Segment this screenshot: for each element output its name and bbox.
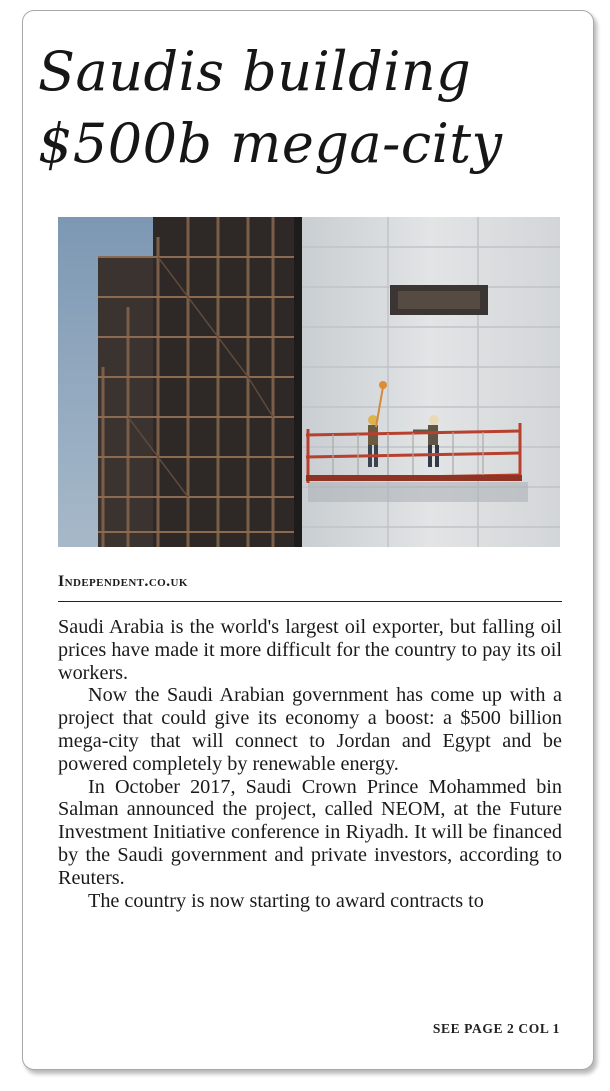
source-credit: Independent.co.uk xyxy=(58,573,188,590)
headline-line-1: Saudis building xyxy=(38,40,472,103)
article-paragraph-1: Saudi Arabia is the world's largest oil exporter, but falling oil prices have made it more difficult for the country to pay its oil workers. xyxy=(58,616,562,684)
article-body xyxy=(58,616,562,912)
continued-on-page-link[interactable]: SEE PAGE 2 COL 1 xyxy=(432,1021,560,1036)
source-divider xyxy=(58,601,562,602)
headline-line-2: $500b mega-city xyxy=(38,112,503,175)
article-paragraph-3: In October 2017, Saudi Crown Prince Mohammed bin Salman announced the project, called NEOM, at the Future Investment Initiative conference in Riyadh. It will be financed by the Saudi government and private investors, according to Reuters. xyxy=(58,775,562,889)
article-photo xyxy=(58,217,560,547)
headline xyxy=(38,36,568,180)
article-paragraph-4: The country is now starting to award contracts to xyxy=(88,889,484,912)
article-paragraph-2: Now the Saudi Arabian government has come up with a project that could give its economy a boost: a $500 billion mega-city that will connect to Jordan and Egypt and be powered completely by renewable energy. xyxy=(58,684,562,775)
